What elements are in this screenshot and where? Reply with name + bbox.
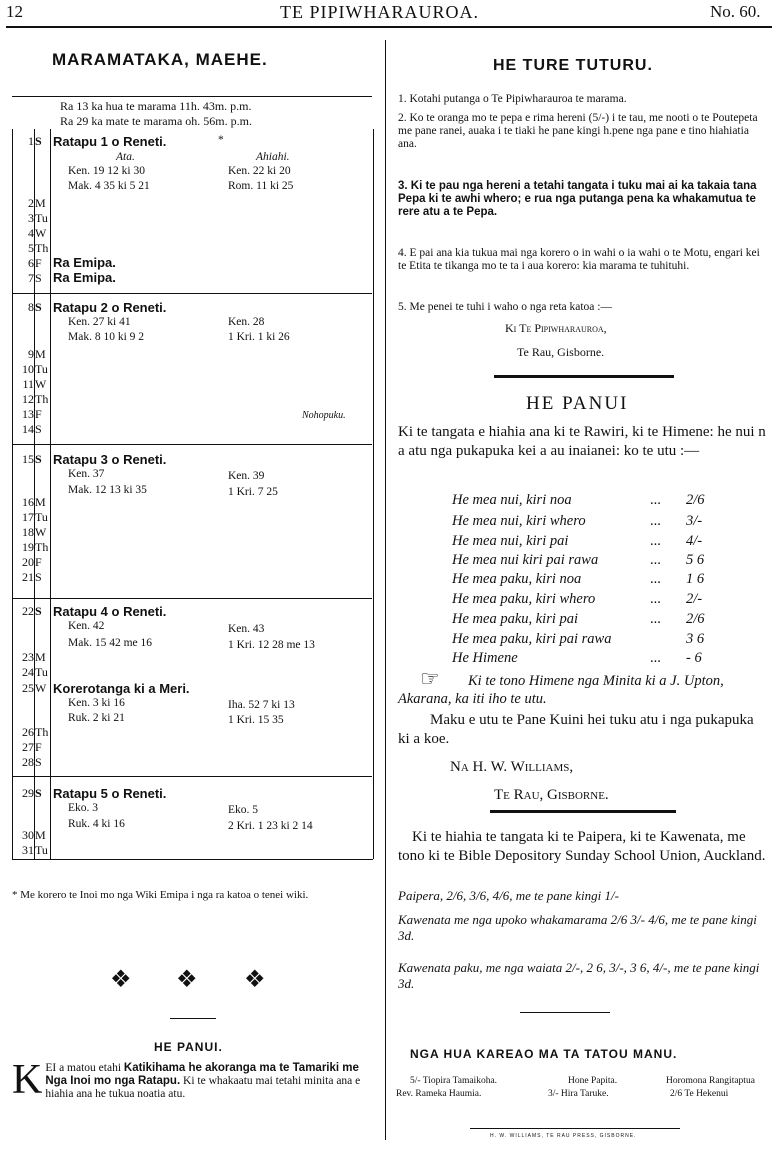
moon-new: Ra 29 ka mate te marama oh. 56m. p.m. [60, 114, 252, 128]
nohopuku-label: Nohopuku. [302, 410, 346, 421]
sunday-1-ahiahi-2: Rom. 11 ki 25 [228, 180, 294, 192]
sunday-1-footnote-mark: * [218, 134, 224, 146]
day-22: 22 [22, 604, 34, 618]
day-2: 2 [28, 196, 34, 210]
day-1-mark: S [35, 134, 42, 148]
day-16-mark: M [35, 495, 46, 509]
donations-title: NGA HUA KAREAO MA TA TATOU MANU. [410, 1047, 678, 1061]
calendar-title: MARAMATAKA, MAEHE. [52, 50, 268, 69]
rules-title: HE TURE TUTURU. [493, 57, 653, 74]
rule-2: 2. Ko te oranga mo te pepa e rima hereni (5/-) i te tau, me nooti o te Poutepeta me pane ranei, auaka i te tiaki he pane kingi h.pene nga pane e tino hiahiatia ana. [398, 112, 758, 150]
hymn-dots-2: ... [650, 513, 661, 529]
printer-imprint: H. W. WILLIAMS, TE RAU PRESS, GISBORNE. [490, 1133, 637, 1139]
calendar-table [12, 129, 374, 859]
rule-3: 3. Ki te pau nga hereni a tetahi tangata i tuku mai ai ka takaia tana Pepa ki te awhi whero; e rua nga putanga pena ka whakamutua te rere atu a te Pepa. [398, 180, 757, 218]
day-22-mark: S [35, 604, 42, 618]
week-separator [12, 776, 372, 777]
sunday-2-ata-2: Mak. 8 10 ki 9 2 [68, 331, 145, 343]
hymn-price-3: 4/- [686, 533, 703, 549]
donor-4: Rev. Rameka Haumia. [396, 1089, 482, 1099]
day-10: 10 [22, 362, 34, 376]
annunciation-title: Korerotanga ki a Meri. [53, 681, 190, 696]
bible-prices-text: Paipera, 2/6, 3/6, 4/6, me te pane kingi 1/- [398, 888, 619, 903]
sunday-4-title: Ratapu 4 o Reneti. [53, 604, 167, 619]
day-13-mark: F [35, 407, 42, 421]
sunday-4-ata-2: Mak. 15 42 me 16 [68, 637, 153, 649]
day-17-mark: Tu [35, 510, 48, 524]
hymn-dots-5: ... [650, 571, 661, 587]
pointing-hand-icon: ☞ [420, 666, 440, 691]
sunday-5-ahiahi-2: 2 Kri. 1 23 ki 2 14 [228, 820, 313, 832]
hymn-desc-7: He mea paku, kiri pai [452, 611, 579, 627]
day-11: 11 [22, 377, 34, 391]
divider [170, 1018, 216, 1019]
moon-full: Ra 13 ka hua te marama 11h. 43m. p.m. [60, 99, 252, 113]
hymn-desc-2: He mea nui, kiri whero [452, 513, 586, 529]
day-20: 20 [22, 555, 34, 569]
rule-1: 1. Kotahi putanga o Te Pipiwharauroa te marama. [398, 93, 627, 105]
bible-notice: Ki te hiahia te tangata ki te Paipera, ki te Kawenata, me tono ki te Bible Depository Sunday School Union, Auckland. [398, 829, 766, 864]
hymn-dots-6: ... [650, 591, 661, 607]
sunday-5-ata-1: Eko. 3 [68, 802, 99, 814]
rules-signature-2: Te Rau, Gisborne. [517, 345, 605, 359]
notice-bold: Katikihama he akoranga ma te Tamariki me Nga Inoi mo nga Ratapu. [45, 1062, 359, 1087]
day-14: 14 [22, 422, 34, 436]
notice-rest: Ki te whakaatu mai tetahi minita ana e hiahia ana he tukua noatia atu. [45, 1075, 361, 1100]
hymn-notice-title: HE PANUI [526, 393, 629, 414]
newspaper-title: TE PIPIWHARAUROA. [280, 2, 479, 22]
hymn-price-6: 2/- [686, 591, 703, 607]
day-10-mark: Tu [35, 362, 48, 376]
sunday-3-ata-2: Mak. 12 13 ki 35 [68, 484, 147, 496]
day-19-mark: Th [35, 540, 49, 554]
donor-2: Hone Papita. [568, 1076, 618, 1086]
annunciation-ahiahi-1: Iha. 52 7 ki 13 [228, 699, 295, 711]
day-9-mark: M [35, 347, 46, 361]
day-17: 17 [22, 510, 34, 524]
notice-title: HE PANUI. [154, 1040, 223, 1054]
rule-4: 4. E pai ana kia tukua mai nga korero o in wahi o ia wahi o te Motu, engari kei te Etita te tikanga mo te ta i aua korero: kia marama te tuhituhi. [398, 247, 760, 272]
sunday-2-ahiahi-1: Ken. 28 [228, 316, 265, 328]
day-25-mark: W [35, 681, 47, 695]
sunday-1-ata-1: Ken. 19 12 ki 30 [68, 165, 145, 177]
sunday-2-ata-1: Ken. 27 ki 41 [68, 316, 131, 328]
hymn-price-5: 1 6 [686, 571, 705, 587]
day-25: 25 [22, 681, 34, 695]
sunday-2-title: Ratapu 2 o Reneti. [53, 300, 167, 315]
day-14-mark: S [35, 422, 42, 436]
sunday-3-title: Ratapu 3 o Reneti. [53, 452, 167, 467]
notice-lead: EI a matou etahi [45, 1062, 122, 1074]
annunciation-ahiahi-2: 1 Kri. 15 35 [228, 714, 284, 726]
header-rule [6, 26, 772, 28]
day-5: 5 [28, 241, 34, 255]
small-testament-prices: Kawenata paku, me nga waiata 2/-, 2 6, 3/-, 3 6, 4/-, me te pane kingi 3d. [398, 960, 760, 991]
hymn-desc-5: He mea paku, kiri noa [452, 571, 582, 587]
hymn-price-9: - 6 [686, 650, 702, 666]
day-8-mark: S [35, 300, 42, 314]
calendar-top-rule [12, 96, 372, 97]
bible-prices [398, 888, 768, 904]
day-23-mark: M [35, 650, 46, 664]
calendar-bottom-rule [12, 859, 373, 860]
postage-note: Maku e utu te Pane Kuini hei tuku atu i nga pukapuka ki a koe. [398, 712, 754, 747]
day-7: 7 [28, 271, 34, 285]
ornament-2: ❖ [176, 967, 198, 993]
rules-signature-1: Ki Te Pipiwharauroa, [505, 321, 607, 335]
sunday-1-ahiahi-1: Ken. 22 ki 20 [228, 165, 291, 177]
hymn-desc-9: He Himene [452, 650, 518, 666]
day-12: 12 [22, 392, 34, 406]
hymn-price-7: 2/6 [686, 611, 705, 627]
calendar-footnote: * Me korero te Inoi mo nga Wiki Emipa i nga ra katoa o tenei wiki. [12, 889, 309, 901]
hymn-desc-1: He mea nui, kiri noa [452, 492, 572, 508]
day-8: 8 [28, 300, 34, 314]
day-6-mark: F [35, 256, 42, 270]
flourish-divider [520, 1012, 610, 1025]
hymn-notice-intro: Ki te tangata e hiahia ana ki te Rawiri, ki te Himene: he nui n a atu nga pukapuka kei a au inaianei: ko te utu :— [398, 424, 766, 459]
column-divider [385, 40, 386, 1140]
section-rule [490, 810, 676, 813]
day-12-mark: Th [35, 392, 49, 406]
day-24-mark: Tu [35, 665, 48, 679]
testament-prices: Kawenata me nga upoko whakamarama 2/6 3/- 4/6, me te pane kingi 3d. [398, 912, 757, 943]
day-11-mark: W [35, 377, 47, 391]
day-21-mark: S [35, 570, 42, 584]
day-31: 31 [22, 843, 34, 857]
sunday-3-ahiahi-1: Ken. 39 [228, 470, 265, 482]
emipa-friday: Ra Emipa. [53, 255, 116, 270]
day-15: 15 [22, 452, 34, 466]
week-separator [12, 598, 372, 599]
footer-rule [470, 1128, 680, 1129]
sunday-4-ahiahi-1: Ken. 43 [228, 623, 265, 635]
day-1: 1 [28, 134, 34, 148]
sunday-3-ata-1: Ken. 37 [68, 468, 105, 480]
day-28-mark: S [35, 755, 42, 769]
sunday-5-title: Ratapu 5 o Reneti. [53, 786, 167, 801]
rule-5: 5. Me penei te tuhi i waho o nga reta katoa :— [398, 301, 612, 313]
col-ata-label: Ata. [116, 151, 135, 163]
day-20-mark: F [35, 555, 42, 569]
day-29: 29 [22, 786, 34, 800]
hymn-order-note: Ki te tono Himene nga Minita ki a J. Upton, Akarana, ka iti iho te utu. [398, 673, 724, 707]
drop-cap: K [12, 1057, 43, 1103]
hymn-dots-4: ... [650, 552, 661, 568]
sunday-2-ahiahi-2: 1 Kri. 1 ki 26 [228, 331, 290, 343]
sunday-1-title: Ratapu 1 o Reneti. [53, 134, 167, 149]
sunday-4-ata-1: Ken. 42 [68, 620, 105, 632]
hymn-desc-6: He mea paku, kiri whero [452, 591, 596, 607]
day-4-mark: W [35, 226, 47, 240]
week-separator [12, 444, 372, 445]
sunday-1-ata-2: Mak. 4 35 ki 5 21 [68, 180, 150, 192]
day-29-mark: S [35, 786, 42, 800]
page-number: 12 [6, 2, 23, 21]
day-23: 23 [22, 650, 34, 664]
day-18: 18 [22, 525, 34, 539]
day-3: 3 [28, 211, 34, 225]
week-separator [12, 293, 372, 294]
issue-number: No. 60. [710, 2, 761, 21]
day-2-mark: M [35, 196, 46, 210]
emipa-saturday: Ra Emipa. [53, 270, 116, 285]
hymn-desc-8: He mea paku, kiri pai rawa [452, 631, 612, 647]
day-27: 27 [22, 740, 34, 754]
donor-3: Horomona Rangitaptua [666, 1076, 755, 1086]
col-ahiahi-label: Ahiahi. [256, 151, 290, 163]
sunday-5-ata-2: Ruk. 4 ki 16 [68, 818, 125, 830]
donor-6: 2/6 Te Hekenui [670, 1089, 729, 1099]
day-30: 30 [22, 828, 34, 842]
notice-body [12, 1057, 372, 1103]
hymn-desc-3: He mea nui, kiri pai [452, 533, 569, 549]
hymn-price-1: 2/6 [686, 492, 705, 508]
hymn-dots-9: ... [650, 650, 661, 666]
annunciation-ata-2: Ruk. 2 ki 21 [68, 712, 125, 724]
hymn-dots-3: ... [650, 533, 661, 549]
hymn-price-4: 5 6 [686, 552, 705, 568]
day-24: 24 [22, 665, 34, 679]
day-16: 16 [22, 495, 34, 509]
day-26-mark: Th [35, 725, 49, 739]
hymn-price-8: 3 6 [686, 631, 705, 647]
day-30-mark: M [35, 828, 46, 842]
section-rule [494, 375, 674, 378]
day-27-mark: F [35, 740, 42, 754]
sunday-5-ahiahi-1: Eko. 5 [228, 804, 259, 816]
hymn-price-2: 3/- [686, 513, 703, 529]
day-28: 28 [22, 755, 34, 769]
sunday-3-ahiahi-2: 1 Kri. 7 25 [228, 486, 278, 498]
day-3-mark: Tu [35, 211, 48, 225]
donor-1: 5/- Tiopira Tamaikoha. [410, 1076, 498, 1086]
day-15-mark: S [35, 452, 42, 466]
annunciation-ata-1: Ken. 3 ki 16 [68, 697, 125, 709]
sunday-4-ahiahi-2: 1 Kri. 12 28 me 13 [228, 639, 315, 651]
day-7-mark: S [35, 271, 42, 285]
day-4: 4 [28, 226, 34, 240]
hymn-desc-4: He mea nui kiri pai rawa [452, 552, 599, 568]
day-18-mark: W [35, 525, 47, 539]
day-19: 19 [22, 540, 34, 554]
ornament-3: ❖ [244, 967, 266, 993]
day-26: 26 [22, 725, 34, 739]
day-13: 13 [22, 407, 34, 421]
day-5-mark: Th [35, 241, 49, 255]
day-21: 21 [22, 570, 34, 584]
donor-5: 3/- Hira Taruke. [548, 1089, 609, 1099]
day-9: 9 [28, 347, 34, 361]
hymn-signature-1: Na H. W. Williams, [450, 759, 574, 775]
hymn-dots-7: ... [650, 611, 661, 627]
day-6: 6 [28, 256, 34, 270]
ornament-1: ❖ [110, 967, 132, 993]
hymn-dots-1: ... [650, 492, 661, 508]
day-31-mark: Tu [35, 843, 48, 857]
calendar-col-line [50, 129, 51, 859]
hymn-signature-2: Te Rau, Gisborne. [494, 787, 609, 803]
